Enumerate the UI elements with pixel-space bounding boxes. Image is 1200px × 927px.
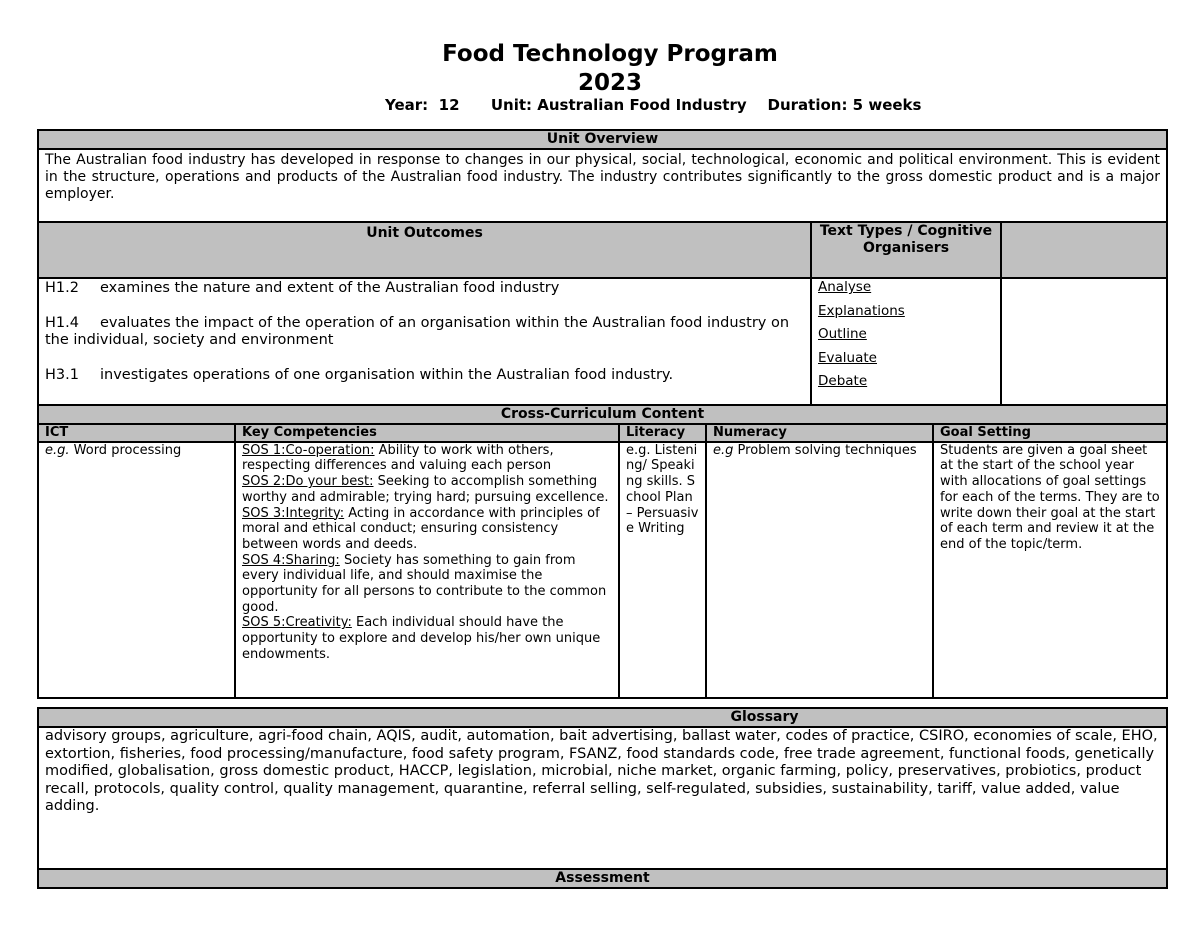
document-title: Food Technology Program <box>442 41 778 67</box>
cross-curriculum-heading: Cross-Curriculum Content <box>38 405 1167 424</box>
col-literacy: Literacy <box>619 424 706 442</box>
overview-text: The Australian food industry has developed in response to changes in our physical, social, technological, economic and political environment. This is evident in the structure, operations and products of the Australian food industry. The industry contributes significantly to the gross domestic product and is a major employer. <box>38 149 1167 222</box>
numeracy-cell: e.g Problem solving techniques <box>706 442 933 698</box>
glossary-table <box>37 707 1168 889</box>
goal-setting-cell: Students are given a goal sheet at the start of the school year with allocations of goal settings for each of the terms. They are to write down their goal at the start of each term and review it at the end of the topic/term. <box>933 442 1167 698</box>
literacy-cell: e.g. Listening/ Speaking skills. School Plan – Persuasive Writing <box>619 442 706 698</box>
outcomes-list <box>38 278 811 408</box>
key-competencies-cell <box>235 442 619 698</box>
cross-curriculum-table <box>37 404 1168 699</box>
text-types-extra-cell <box>1001 278 1167 408</box>
competency-item: SOS 2:Do your best: Seeking to accomplish something worthy and admirable; trying hard; pursuing excellence. <box>242 474 609 505</box>
text-types-extra-heading <box>1001 222 1167 278</box>
text-type-debate: Debate <box>818 373 868 389</box>
col-ict: ICT <box>38 424 235 442</box>
competency-item: SOS 3:Integrity: Acting in accordance with principles of moral and ethical conduct; ensuring consistency between words and deeds. <box>242 505 600 552</box>
text-types-list <box>811 278 1001 408</box>
text-type-analyse: Analyse <box>818 279 872 295</box>
overview-heading: Unit Overview <box>38 130 1167 149</box>
col-key-competencies: Key Competencies <box>235 424 619 442</box>
unit-table <box>37 129 1168 409</box>
document-meta <box>385 96 921 114</box>
competency-item: SOS 1:Co-operation: Ability to work with others, respecting differences and valuing each person <box>242 442 554 474</box>
meta-year-value: 12 <box>438 96 460 114</box>
competency-item: SOS 5:Creativity: Each individual should have the opportunity to explore and develop his/her own unique endowments. <box>242 615 601 662</box>
col-goal-setting: Goal Setting <box>933 424 1167 442</box>
document-year: 2023 <box>577 70 642 96</box>
glossary-text: advisory groups, agriculture, agri-food chain, AQIS, audit, automation, bait advertising, ballast water, codes of practice, CSIRO, economies of scale, EHO, extortion, fisheries, food processing/manufacture, food safety program, FSANZ, food standards code, free trade agreement, functional foods, genetically modified, globalisation, gross domestic product, HACCP, legislation, microbial, niche market, organic farming, policy, preservatives, probiotics, product recall, protocols, quality control, quality management, quarantine, referral selling, self-regulated, subsidies, sustainability, tariff, value added, value adding. <box>38 727 1167 869</box>
text-type-evaluate: Evaluate <box>818 349 877 366</box>
text-type-explanations: Explanations <box>818 302 905 319</box>
meta-year-label: Year: <box>385 96 429 114</box>
competency-item: SOS 4:Sharing: Society has something to gain from every individual life, and should maximise the opportunity for all persons to contribute to the common good. <box>242 552 607 615</box>
ict-cell: e.g. Word processing <box>38 442 235 698</box>
assessment-heading: Assessment <box>38 869 1167 888</box>
meta-duration: Duration: 5 weeks <box>767 96 922 114</box>
outcomes-heading: Unit Outcomes <box>38 222 811 278</box>
col-numeracy: Numeracy <box>706 424 933 442</box>
text-types-heading: Text Types / Cognitive Organisers <box>811 222 1001 278</box>
outcome-item: H1.4 evaluates the impact of the operation of an organisation within the Australian food industry on the individual, society and environment <box>45 314 790 348</box>
outcome-item: H1.2 examines the nature and extent of the Australian food industry <box>45 280 560 296</box>
outcome-item: H3.1 investigates operations of one organisation within the Australian food industry. <box>45 366 674 383</box>
meta-unit: Unit: Australian Food Industry <box>490 96 747 114</box>
glossary-heading: Glossary <box>38 708 1167 727</box>
text-type-outline: Outline <box>818 326 867 342</box>
